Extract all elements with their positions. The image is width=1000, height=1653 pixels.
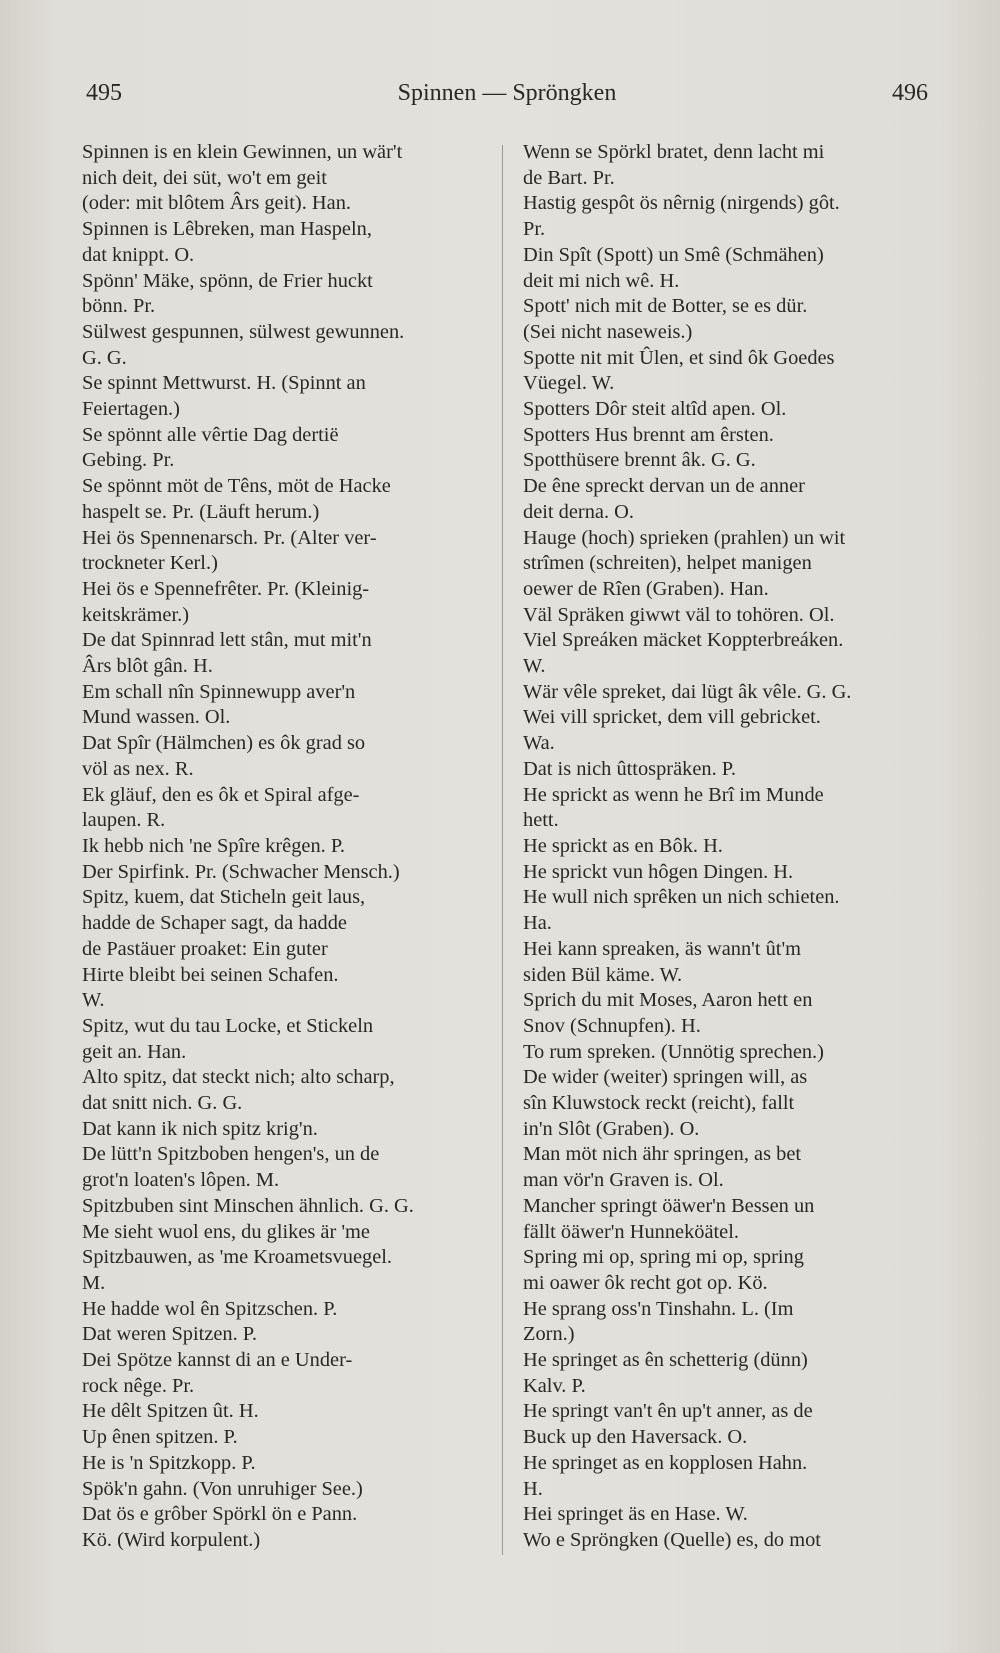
entry-line: De wider (weiter) springen will, as [523, 1066, 808, 1089]
entry-line: Spotthüsere brennt âk. G. G. [523, 449, 756, 472]
entry-line: Em schall nîn Spinnewupp aver'n [82, 680, 356, 703]
entry-line: Snov (Schnupfen). H. [523, 1014, 701, 1037]
entry-line: nich deit, dei süt, wo't em geit [82, 166, 327, 189]
entry-line: geit an. Han. [82, 1040, 187, 1063]
entry-line: Hauge (hoch) sprieken (prahlen) un wit [523, 526, 846, 549]
entry-line: Hei springet äs en Hase. W. [523, 1503, 748, 1526]
entry-line: deit mi nich wê. H. [523, 269, 680, 292]
entry-line: He springt van't ên up't anner, as de [523, 1400, 813, 1423]
entry-line: Buck up den Haversack. O. [523, 1426, 748, 1449]
entry-line: He springet as ên schetterig (dünn) [523, 1349, 808, 1372]
entry-line: He sprickt as wenn he Brî im Munde [523, 783, 824, 806]
entry-line: Se spönnt möt de Têns, möt de Hacke [82, 475, 391, 498]
entry-line: W. [82, 989, 105, 1012]
entry-line: hadde de Schaper sagt, da hadde [82, 912, 347, 935]
running-header [86, 80, 928, 114]
entry-line: in'n Slôt (Graben). O. [523, 1117, 700, 1140]
entry-line: De êne spreckt dervan un de anner [523, 475, 805, 498]
entry-line: Wär vêle spreket, dai lügt âk vêle. G. G. [523, 680, 852, 703]
entry-line: dat snitt nich. G. G. [82, 1092, 243, 1115]
right-column [523, 140, 929, 1554]
entry-line: Spitz, kuem, dat Sticheln geit laus, [82, 886, 366, 909]
entry-line: Kalv. P. [523, 1374, 586, 1397]
entry-line: trockneter Kerl.) [82, 552, 218, 575]
entry-line: Hei ös e Spennefrêter. Pr. (Kleinig- [82, 577, 370, 600]
entry-line: Wa. [523, 732, 555, 755]
entry-line: Spitzbauwen, as 'me Kroametsvuegel. [82, 1246, 393, 1269]
entry-line: Spring mi op, spring mi op, spring [523, 1246, 804, 1269]
entry-line: Spönn' Mäke, spönn, de Frier huckt [82, 269, 373, 292]
entry-line: Spinnen is en klein Gewinnen, un wär't [82, 141, 403, 163]
entry-line: Der Spirfink. Pr. (Schwacher Mensch.) [82, 860, 400, 883]
entry-line: Din Spît (Spott) un Smê (Schmähen) [523, 243, 824, 266]
entry-line: Zorn.) [523, 1323, 575, 1346]
entry-line: Ek gläuf, den es ôk et Spiral afge- [82, 783, 360, 806]
entry-line: keitskrämer.) [82, 603, 190, 626]
entry-line: Dat ös e grôber Spörkl ön e Pann. [82, 1503, 358, 1526]
entry-line: rock nêge. Pr. [82, 1374, 195, 1397]
entry-line: Me sieht wuol ens, du glikes är 'me [82, 1220, 370, 1243]
entry-line: Dat Spîr (Hälmchen) es ôk grad so [82, 732, 366, 755]
entry-line: Dat weren Spitzen. P. [82, 1323, 257, 1346]
entry-line: Gebing. Pr. [82, 449, 175, 472]
entry-line: Dat kann ik nich spitz krig'n. [82, 1117, 318, 1140]
entry-line: strîmen (schreiten), helpet manigen [523, 552, 812, 575]
entry-line: hett. [523, 809, 559, 832]
entry-line: He is 'n Spitzkopp. P. [82, 1451, 256, 1474]
entry-line: Ârs blôt gân. H. [82, 655, 213, 678]
entry-line: He hadde wol ên Spitzschen. P. [82, 1297, 338, 1320]
entry-line: fällt öäwer'n Hunneköätel. [523, 1220, 739, 1243]
entry-line: De lütt'n Spitzboben hengen's, un de [82, 1143, 380, 1166]
entry-line: Up ênen spitzen. P. [82, 1426, 238, 1449]
entry-line: He springet as en kopplosen Hahn. [523, 1451, 808, 1474]
entry-line: Man möt nich ähr springen, as bet [523, 1143, 802, 1166]
entry-line: Spotters Hus brennt am êrsten. [523, 423, 774, 446]
entry-line: Spitzbuben sint Minschen ähnlich. G. G. [82, 1194, 414, 1217]
entry-line: H. [523, 1477, 543, 1500]
entry-line: Vüegel. W. [523, 372, 615, 395]
entry-line: Spotters Dôr steit altîd apen. Ol. [523, 398, 787, 421]
entry-line: Pr. [523, 218, 546, 241]
entry-line: De dat Spinnrad lett stân, mut mit'n [82, 629, 372, 652]
page-number-left: 495 [86, 80, 122, 106]
entry-line: Sülwest gespunnen, sülwest gewunnen. [82, 320, 405, 343]
entry-line: Hirte bleibt bei seinen Schafen. [82, 963, 339, 986]
entry-line: Spitz, wut du tau Locke, et Stickeln [82, 1014, 374, 1037]
entry-line: Wenn se Spörkl bratet, denn lacht mi [523, 141, 825, 163]
entry-line: Mund wassen. Ol. [82, 706, 231, 729]
entry-line: Sprich du mit Moses, Aaron hett en [523, 989, 813, 1012]
entry-line: Wo e Spröngken (Quelle) es, do mot [523, 1528, 821, 1551]
entry-line: de Bart. Pr. [523, 166, 615, 189]
entry-line: man vör'n Graven is. Ol. [523, 1169, 724, 1192]
entry-line: He dêlt Spitzen ût. H. [82, 1400, 259, 1423]
entry-line: W. [523, 655, 546, 678]
entry-line: Wei vill spricket, dem vill gebricket. [523, 706, 821, 729]
entry-line: grot'n loaten's lôpen. M. [82, 1169, 280, 1192]
entry-line: Spotte nit mit Ûlen, et sind ôk Goedes [523, 346, 835, 369]
entry-line: (Sei nicht naseweis.) [523, 320, 693, 343]
entry-line: He sprickt vun hôgen Dingen. H. [523, 860, 794, 883]
entry-line: He sprang oss'n Tinshahn. L. (Im [523, 1297, 794, 1320]
entry-line: Ha. [523, 912, 552, 935]
entry-line: oewer de Rîen (Graben). Han. [523, 577, 769, 600]
entry-line: Spinnen is Lêbreken, man Haspeln, [82, 218, 372, 241]
entry-line: de Pastäuer proaket: Ein guter [82, 937, 328, 960]
entry-line: (oder: mit blôtem Ârs geit). Han. [82, 192, 351, 215]
entry-line: völ as nex. R. [82, 757, 194, 780]
entry-line: Alto spitz, dat steckt nich; alto scharp, [82, 1066, 395, 1089]
entry-line: deit derna. O. [523, 500, 634, 523]
entry-line: Feiertagen.) [82, 398, 180, 421]
entry-line: Kö. (Wird korpulent.) [82, 1528, 261, 1551]
entry-line: dat knippt. O. [82, 243, 195, 266]
entry-line: sîn Kluwstock reckt (reicht), fallt [523, 1092, 795, 1115]
entry-line: Ik hebb nich 'ne Spîre krêgen. P. [82, 834, 346, 857]
entry-line: Hei ös Spennenarsch. Pr. (Alter ver- [82, 526, 377, 549]
entry-line: Spott' nich mit de Botter, se es dür. [523, 295, 808, 318]
entry-line: Se spönnt alle vêrtie Dag dertië [82, 423, 339, 446]
entry-line: bönn. Pr. [82, 295, 156, 318]
entry-line: laupen. R. [82, 809, 166, 832]
entry-line: He sprickt as en Bôk. H. [523, 834, 723, 857]
entry-line: Mancher springt öäwer'n Bessen un [523, 1194, 815, 1217]
page-number-right: 496 [892, 80, 928, 106]
page-title: Spinnen — Spröngken [397, 80, 617, 106]
entry-line: M. [82, 1271, 106, 1294]
entry-line: haspelt se. Pr. (Läuft herum.) [82, 500, 320, 523]
entry-line: siden Bül käme. W. [523, 963, 683, 986]
entry-line: Väl Spräken giwwt väl to tohören. Ol. [523, 603, 835, 626]
entry-line: G. G. [82, 346, 127, 369]
entry-line: To rum spreken. (Unnötig sprechen.) [523, 1040, 824, 1063]
entry-line: Dat is nich ûttospräken. P. [523, 757, 736, 780]
entry-line: Hastig gespôt ös nêrnig (nirgends) gôt. [523, 192, 840, 215]
entry-line: He wull nich sprêken un nich schieten. [523, 886, 840, 909]
entry-line: Viel Spreáken mäcket Koppterbreáken. [523, 629, 844, 652]
entry-line: Hei kann spreaken, äs wann't ût'm [523, 937, 802, 960]
entry-line: Dei Spötze kannst di an e Under- [82, 1349, 353, 1372]
entry-line: Se spinnt Mettwurst. H. (Spinnt an [82, 372, 366, 395]
entry-line: Spök'n gahn. (Von unruhiger See.) [82, 1477, 363, 1500]
entry-line: mi oawer ôk recht got op. Kö. [523, 1271, 768, 1294]
column-divider [502, 145, 503, 1555]
left-column [82, 140, 482, 1554]
